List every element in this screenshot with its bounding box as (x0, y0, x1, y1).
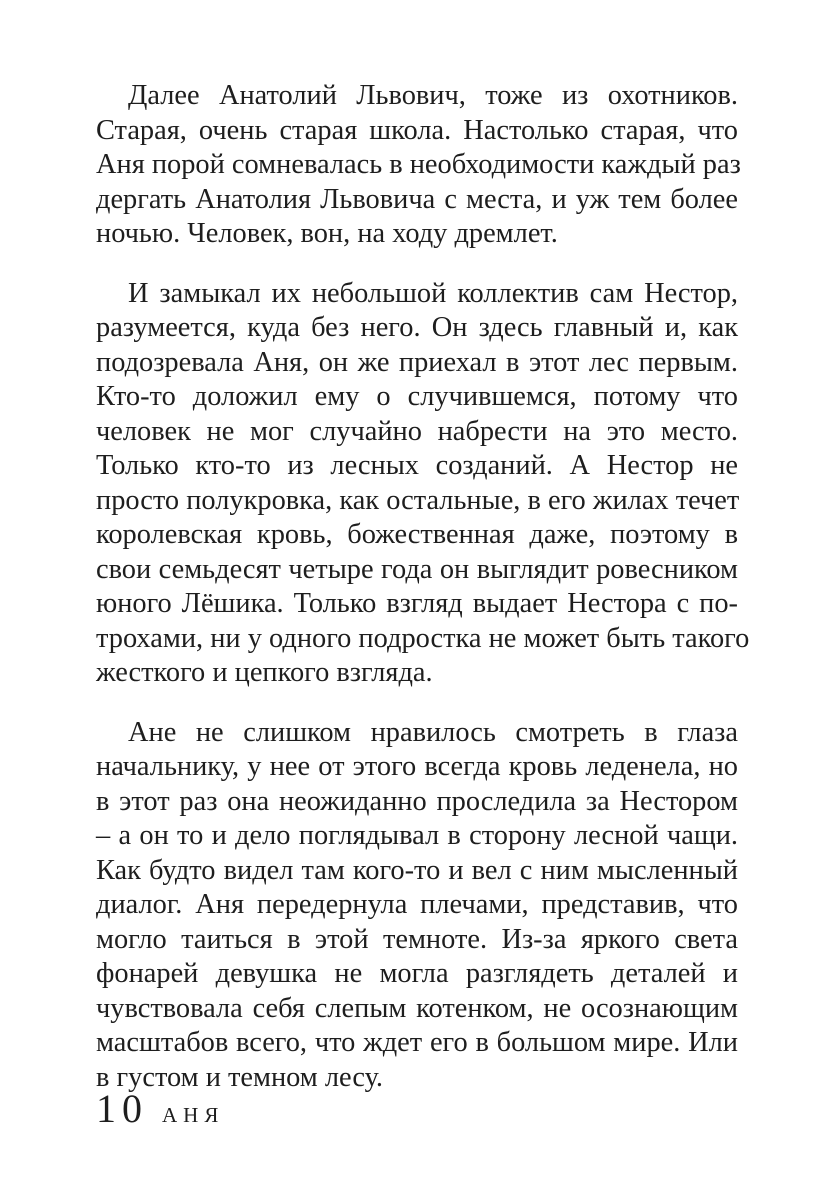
text-line: трохами, ни у одного подростка не может быть такого (96, 622, 750, 654)
text-line: Только кто-то из лесных созданий. А Нестор не (96, 450, 738, 481)
text-line: масштабов всего, что ждет его в большом мире. Или (96, 1027, 738, 1058)
text-line: Кто-то доложил ему о случившемся, потому что (96, 381, 738, 412)
text-line: жесткого и цепкого взгляда. (96, 657, 433, 688)
text-line: И замыкал их небольшой коллектив сам Нестор, (128, 277, 738, 309)
text-line: диалог. Аня передернула плечами, представив, что (96, 889, 738, 920)
text-line: начальнику, у нее от этого всегда кровь леденела, но (96, 751, 738, 782)
text-line: подозревала Аня, он же приехал в этот лес первым. (96, 346, 738, 378)
text-line: Как будто видел там кого-то и вел с ним мысленный (96, 854, 738, 886)
page-footer (96, 1087, 224, 1131)
text-line: чувствовала себя слепым котенком, не осознающим (96, 992, 738, 1024)
text-line: человек не мог случайно набрести на это место. (96, 415, 738, 447)
text-line: Далее Анатолий Львович, тоже из охотников. (128, 80, 738, 111)
paragraph (96, 716, 738, 1096)
text-line: могло таиться в этой темноте. Из-за яркого света (96, 923, 738, 955)
text-line: в этот раз она неожиданно проследила за Нестором (96, 785, 738, 817)
text-line: фонарей девушка не могла разглядеть деталей и (96, 958, 738, 989)
text-line: в густом и темном лесу. (96, 1061, 384, 1093)
text-line: дергать Анатолия Львовича с места, и уж тем более (96, 183, 738, 215)
paragraph (96, 79, 741, 252)
body-text (96, 79, 750, 1095)
text-line: ночью. Человек, вон, на ходу дремлет. (96, 218, 558, 249)
text-line: Ане не слишком нравилось смотреть в глаза (128, 716, 738, 748)
text-line: Аня порой сомневалась в необходимости каждый раз (96, 149, 741, 180)
page-number: 10 (96, 1086, 148, 1131)
text-line: юного Лёшика. Только взгляд выдает Нестора с по- (96, 588, 738, 619)
text-line: – а он то и дело поглядывал в сторону лесной чащи. (96, 820, 738, 851)
paragraph (96, 277, 750, 691)
text-line: просто полукровка, как остальные, в его жилах течет (96, 484, 740, 516)
text-line: разумеется, куда без него. Он здесь главный и, как (96, 312, 738, 343)
text-line: королевская кровь, божественная даже, поэтому в (96, 519, 738, 550)
running-head: АНЯ (162, 1103, 225, 1127)
text-line: Старая, очень старая школа. Настолько старая, что (96, 114, 738, 146)
text-line: свои семьдесят четыре года он выглядит ровесником (96, 553, 738, 585)
